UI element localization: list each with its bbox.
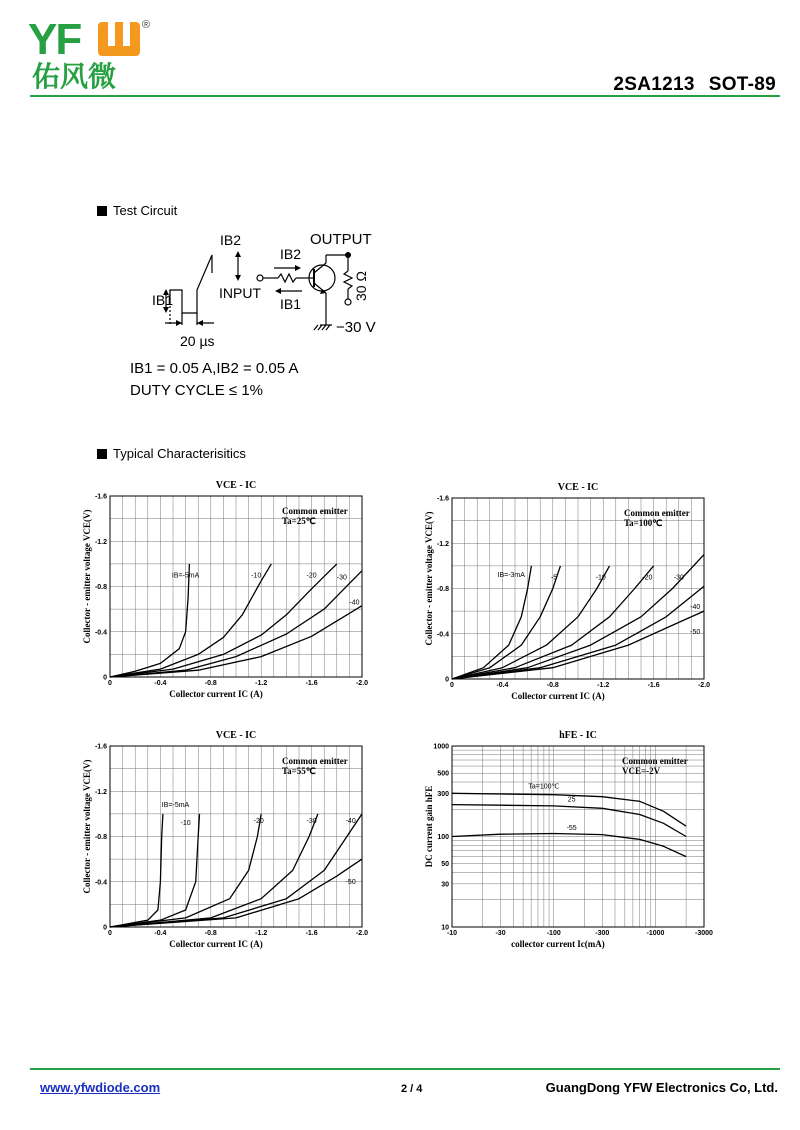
x-tick-label: -1.2 bbox=[255, 930, 268, 937]
chart-annotation: Common emitter bbox=[282, 756, 348, 766]
x-tick-label: -1000 bbox=[646, 930, 665, 937]
x-tick-label: 0 bbox=[108, 930, 112, 937]
svg-text:®: ® bbox=[142, 19, 151, 31]
header-divider bbox=[30, 95, 780, 97]
y-tick-label: 10 bbox=[441, 924, 449, 932]
x-tick-label: -1.6 bbox=[647, 682, 660, 689]
curve-label: Ta=100℃ bbox=[528, 783, 560, 791]
x-axis-label: collector current Ic(mA) bbox=[511, 939, 605, 949]
series-line bbox=[452, 566, 531, 679]
x-tick-label: 0 bbox=[450, 682, 454, 689]
x-tick-label: -1.6 bbox=[305, 680, 318, 687]
y-tick-label: -0.8 bbox=[94, 584, 107, 591]
y-tick-label: 0 bbox=[103, 674, 107, 682]
curve-label: -40 bbox=[690, 603, 701, 611]
curve-label: -30 bbox=[306, 817, 317, 825]
y-tick-label: -1.2 bbox=[94, 538, 107, 546]
y-tick-label: 100 bbox=[437, 834, 449, 841]
chart-annotation: Ta=55℃ bbox=[282, 766, 316, 776]
y-axis-label: DC current gain hFE bbox=[424, 785, 434, 868]
y-tick-label: -1.6 bbox=[436, 495, 449, 503]
chart-title: VCE - IC bbox=[557, 482, 599, 493]
chart-annotation: Common emitter bbox=[622, 756, 688, 766]
x-tick-label: -1.6 bbox=[305, 930, 318, 937]
curve-label: -10 bbox=[251, 572, 262, 580]
company-name: GuangDong YFW Electronics Co, Ltd. bbox=[545, 1080, 778, 1095]
svg-text:佑风微: 佑风微 bbox=[32, 60, 117, 92]
y-tick-label: -0.4 bbox=[94, 629, 107, 637]
x-tick-label: -10 bbox=[446, 930, 458, 937]
bullet-square-icon bbox=[97, 206, 107, 216]
x-axis-label: Collector current IC (A) bbox=[169, 689, 263, 699]
series-line bbox=[110, 814, 163, 927]
brand-logo bbox=[28, 12, 168, 92]
y-tick-label: 1000 bbox=[433, 743, 449, 751]
chart-title: VCE - IC bbox=[215, 480, 257, 491]
x-tick-label: -0.4 bbox=[154, 930, 167, 937]
y-tick-label: -0.8 bbox=[94, 834, 107, 841]
x-tick-label: -1.2 bbox=[597, 682, 610, 689]
curve-label: -30 bbox=[336, 574, 347, 582]
y-tick-label: 500 bbox=[437, 770, 449, 778]
y-tick-label: -1.6 bbox=[94, 743, 107, 751]
test-circuit-diagram bbox=[130, 225, 410, 355]
x-tick-label: -0.4 bbox=[496, 682, 509, 689]
chart-annotation: Common emitter bbox=[282, 506, 348, 516]
page-number: 2 / 4 bbox=[401, 1083, 423, 1095]
y-axis-label: Collector - emitter voltage VCE(V) bbox=[82, 509, 92, 644]
curve-label: -10 bbox=[180, 820, 191, 828]
ib1-arrow-label: IB1 bbox=[280, 296, 302, 312]
curve-label: -5 bbox=[550, 574, 558, 582]
y-tick-label: -0.8 bbox=[436, 586, 449, 593]
curve-label: 25 bbox=[567, 796, 576, 804]
ib2-pulse-label: IB2 bbox=[220, 232, 242, 248]
yfw-logo-icon bbox=[28, 12, 168, 92]
svg-text:YF: YF bbox=[28, 15, 81, 64]
x-tick-label: -3000 bbox=[695, 930, 713, 937]
output-label: OUTPUT bbox=[310, 231, 372, 248]
y-tick-label: -1.2 bbox=[436, 540, 449, 548]
curve-label: -30 bbox=[673, 574, 684, 582]
part-title bbox=[599, 74, 776, 96]
input-label: INPUT bbox=[219, 285, 261, 301]
y-tick-label: -1.6 bbox=[94, 493, 107, 501]
duty-cycle: DUTY CYCLE ≤ 1% bbox=[130, 382, 263, 399]
x-tick-label: -0.8 bbox=[546, 682, 559, 689]
package-name: SOT-89 bbox=[708, 74, 776, 95]
x-tick-label: -300 bbox=[595, 930, 610, 937]
curve-label: -40 bbox=[349, 599, 360, 607]
vcc-label: −30 V bbox=[336, 319, 376, 336]
footer-divider bbox=[30, 1068, 780, 1070]
curve-label: -50 bbox=[345, 879, 356, 887]
y-tick-label: 50 bbox=[441, 861, 449, 869]
curve-label: IB=-5mA bbox=[161, 802, 190, 810]
y-tick-label: -0.4 bbox=[436, 631, 449, 639]
ib2-arrow-label: IB2 bbox=[280, 246, 302, 262]
y-tick-label: 0 bbox=[445, 676, 449, 684]
curve-label: -20 bbox=[642, 574, 653, 582]
x-axis-label: Collector current IC (A) bbox=[511, 691, 605, 701]
x-tick-label: -0.8 bbox=[204, 680, 217, 687]
bullet-square-icon bbox=[97, 449, 107, 459]
x-tick-label: -100 bbox=[546, 930, 561, 937]
curve-label: -20 bbox=[306, 572, 317, 580]
x-axis-label: Collector current IC (A) bbox=[169, 939, 263, 949]
curve-label: -50 bbox=[690, 628, 701, 636]
typical-heading: Typical Characterisitics bbox=[97, 446, 246, 461]
ib1-pulse-label: IB1 bbox=[152, 292, 174, 308]
chart-vce-ic-25c bbox=[78, 472, 378, 712]
chart-hfe-ic bbox=[420, 722, 720, 962]
y-axis-label: Collector - emitter voltage VCE(V) bbox=[424, 511, 434, 646]
resistor-label: 30 Ω bbox=[353, 271, 369, 301]
y-axis-label: Collector - emitter voltage VCE(V) bbox=[82, 759, 92, 894]
x-tick-label: -30 bbox=[495, 930, 506, 937]
series-line bbox=[110, 564, 189, 677]
chart-annotation: VCE=-2V bbox=[622, 766, 661, 776]
x-tick-label: -1.2 bbox=[255, 680, 268, 687]
x-tick-label: -2.0 bbox=[697, 682, 711, 689]
part-number: 2SA1213 bbox=[613, 74, 695, 95]
x-tick-label: -0.8 bbox=[204, 930, 217, 937]
y-tick-label: 300 bbox=[437, 790, 449, 798]
x-tick-label: -2.0 bbox=[355, 680, 369, 687]
website-link[interactable]: www.yfwdiode.com bbox=[40, 1080, 161, 1095]
chart-vce-ic-55c bbox=[78, 722, 378, 962]
chart-title: VCE - IC bbox=[215, 730, 257, 741]
pulse-width-label: 20 µs bbox=[180, 333, 215, 349]
curve-label: -10 bbox=[595, 574, 606, 582]
chart-annotation: Ta=100℃ bbox=[624, 518, 663, 528]
y-tick-label: -0.4 bbox=[94, 879, 107, 887]
circuit-conditions bbox=[130, 358, 298, 402]
x-tick-label: 0 bbox=[108, 680, 112, 687]
series-line bbox=[110, 814, 318, 927]
chart-vce-ic-100c bbox=[420, 474, 720, 714]
chart-annotation: Ta=25℃ bbox=[282, 516, 316, 526]
pulse-waveform bbox=[170, 255, 212, 313]
chart-title: hFE - IC bbox=[559, 730, 597, 741]
curve-label: -40 bbox=[345, 817, 356, 825]
x-tick-label: -0.4 bbox=[154, 680, 167, 687]
current-conditions: IB1 = 0.05 A,IB2 = 0.05 A bbox=[130, 360, 299, 377]
y-tick-label: 0 bbox=[103, 924, 107, 932]
test-circuit-heading: Test Circuit bbox=[97, 203, 177, 218]
curve-label: -20 bbox=[253, 817, 264, 825]
y-tick-label: 30 bbox=[441, 881, 449, 889]
chart-annotation: Common emitter bbox=[624, 508, 690, 518]
curve-label: -55 bbox=[566, 824, 577, 832]
series-line bbox=[110, 814, 200, 927]
y-tick-label: -1.2 bbox=[94, 788, 107, 796]
x-tick-label: -2.0 bbox=[355, 930, 369, 937]
curve-label: IB=-3mA bbox=[497, 572, 525, 580]
curve-label: IB=-5mA bbox=[171, 572, 200, 580]
